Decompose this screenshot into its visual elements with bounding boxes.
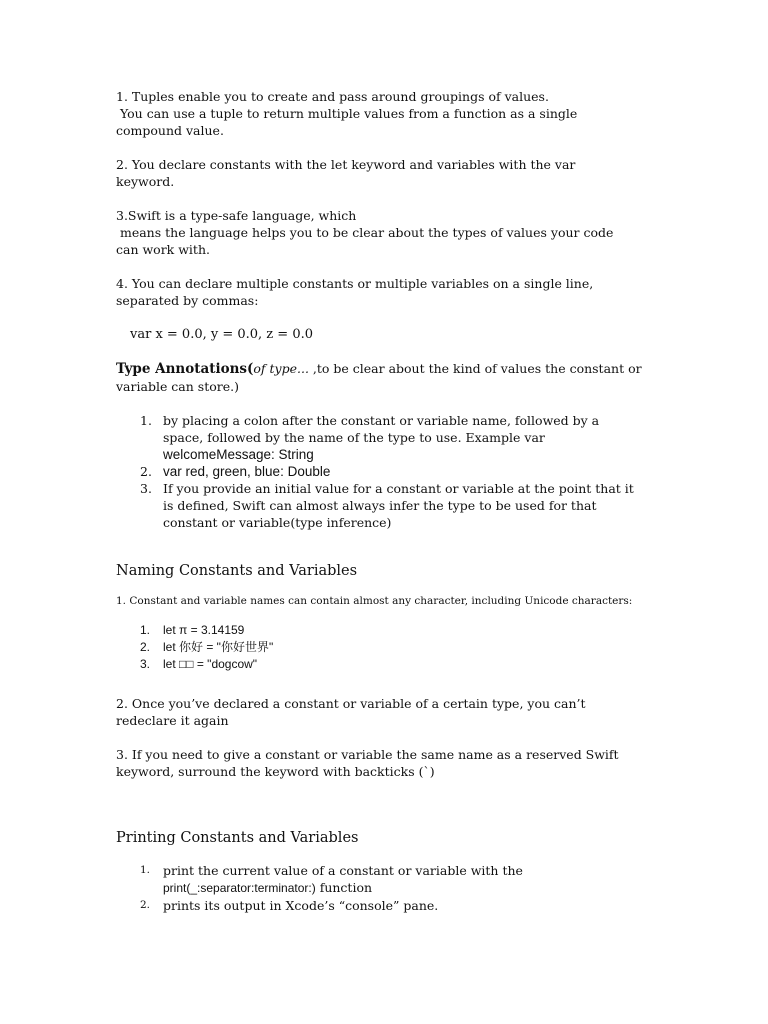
list-item xyxy=(116,480,656,531)
list-number: 3. xyxy=(140,481,152,496)
function-signature: print(_:separator:terminator:) xyxy=(163,881,316,895)
example-code: let π = 3.14159 xyxy=(163,623,245,637)
text-line: variable can store.) xyxy=(116,379,239,394)
paragraph-let-var xyxy=(116,156,656,190)
list-number: 1. xyxy=(140,864,151,876)
list-item xyxy=(116,656,656,673)
text-line: means the language helps you to be clear about the types of values your code xyxy=(116,225,614,240)
text-line: keyword, surround the keyword with backticks (`) xyxy=(116,764,435,779)
text-line: function xyxy=(315,880,373,895)
list-number: 1. xyxy=(140,623,151,637)
text-line: keyword. xyxy=(116,174,175,189)
paragraph-redeclare xyxy=(116,695,656,729)
text-line: You can use a tuple to return multiple values from a function as a single xyxy=(116,106,578,121)
paragraph-type-safe xyxy=(116,207,656,258)
type-annotations-rest: ,to be clear about the kind of values the constant or xyxy=(308,361,642,376)
text-line: space, followed by the name of the type to use. Example var xyxy=(163,430,545,445)
list-item xyxy=(116,622,656,639)
text-line: compound value. xyxy=(116,123,224,138)
text-line: can work with. xyxy=(116,242,210,257)
list-number: 3. xyxy=(140,657,151,671)
text-line: 2. Once you’ve declared a constant or variable of a certain type, you can’t xyxy=(116,696,586,711)
list-item xyxy=(116,463,656,480)
document-page xyxy=(116,88,656,914)
text-line: 4. You can declare multiple constants or multiple variables on a single line, xyxy=(116,276,594,291)
list-item xyxy=(116,639,656,656)
example-code: let □□ = "dogcow" xyxy=(163,657,258,671)
paragraph-backticks xyxy=(116,746,656,780)
text-line: 1. Tuples enable you to create and pass around groupings of values. xyxy=(116,89,549,104)
list-number: 1. xyxy=(140,413,152,428)
list-number: 2. xyxy=(140,640,151,654)
list-number: 2. xyxy=(140,899,151,911)
text-line: print the current value of a constant or variable with the xyxy=(163,863,523,878)
type-annotations-title: Type Annotations( xyxy=(116,361,254,377)
text-line: welcomeMessage: String xyxy=(163,447,314,462)
text-line: by placing a colon after the constant or variable name, followed by a xyxy=(163,413,600,428)
list-number: 2. xyxy=(140,464,152,479)
list-item xyxy=(116,897,656,914)
printing-list xyxy=(116,862,656,914)
text-line: is defined, Swift can almost always infer the type to be used for that xyxy=(163,498,597,513)
text-line: 3. If you need to give a constant or variable the same name as a reserved Swift xyxy=(116,747,619,762)
type-annotations-italic: of type... xyxy=(253,361,309,376)
list-item xyxy=(116,412,656,463)
text-line: var red, green, blue: Double xyxy=(163,464,331,479)
text-line: separated by commas: xyxy=(116,293,259,308)
type-annotations-list xyxy=(116,412,656,531)
text-line: redeclare it again xyxy=(116,713,229,728)
text-line: 3.Swift is a type-safe language, which xyxy=(116,208,357,223)
text-line: If you provide an initial value for a constant or variable at the point that it xyxy=(163,481,634,496)
naming-intro: 1. Constant and variable names can contain almost any character, including Unicode characters: xyxy=(116,595,633,607)
paragraph-multiple-declarations xyxy=(116,275,656,309)
paragraph-tuples xyxy=(116,88,656,139)
naming-examples-list xyxy=(116,622,656,673)
text-line: constant or variable(type inference) xyxy=(163,515,392,530)
list-item xyxy=(116,862,656,897)
text-line: 2. You declare constants with the let keyword and variables with the var xyxy=(116,157,576,172)
type-annotations-section xyxy=(116,360,656,531)
code-example: var x = 0.0, y = 0.0, z = 0.0 xyxy=(130,327,313,342)
text-line: prints its output in Xcode’s “console” pane. xyxy=(163,898,439,913)
example-code: let 你好 = "你好世界" xyxy=(163,640,274,654)
naming-heading: Naming Constants and Variables xyxy=(116,563,358,579)
printing-heading: Printing Constants and Variables xyxy=(116,830,359,846)
